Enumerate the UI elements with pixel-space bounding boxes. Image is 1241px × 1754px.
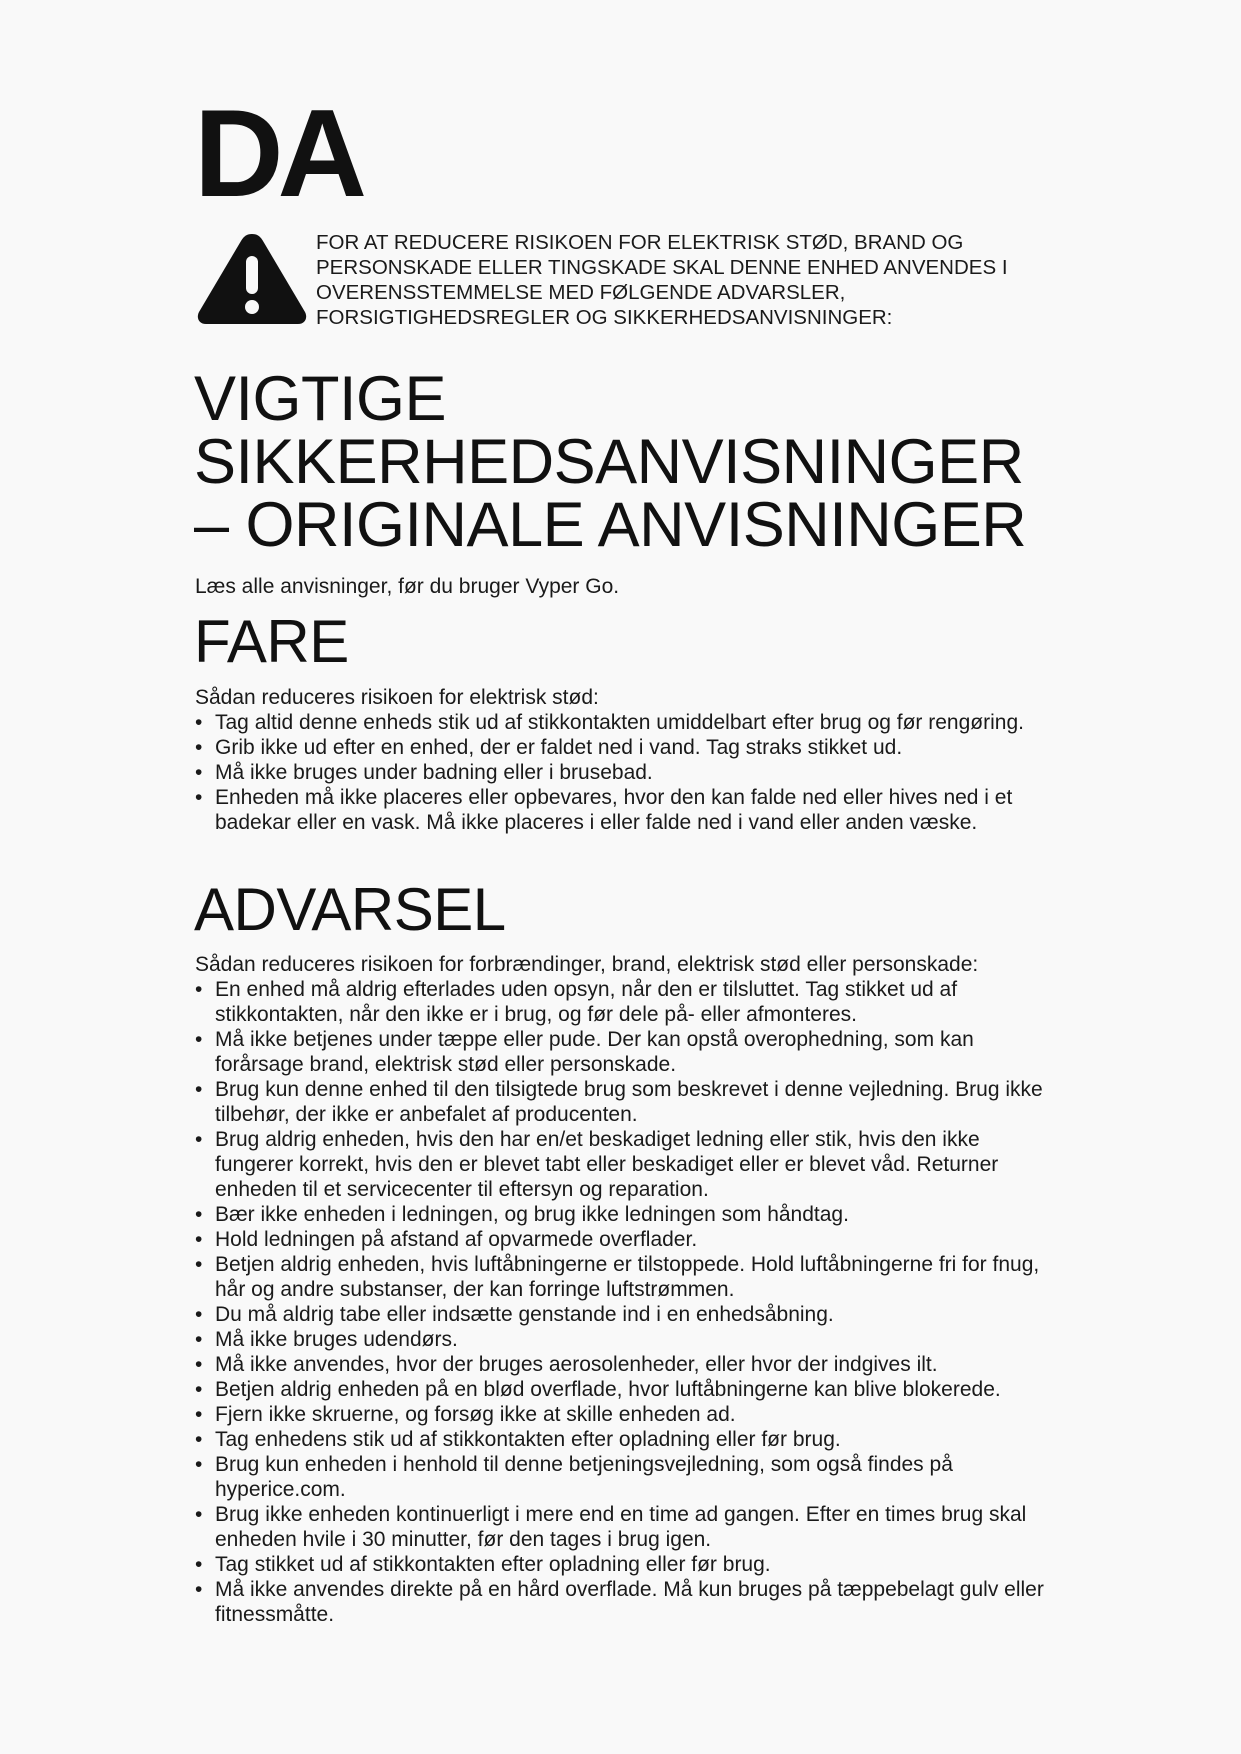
warning-triangle-icon xyxy=(195,230,309,326)
list-item: • Brug kun enheden i henhold til denne betjeningsvejledning, som også findes på hyperice.com. xyxy=(195,1452,1045,1502)
fare-list xyxy=(195,710,1045,835)
list-item: • Betjen aldrig enheden på en blød overflade, hvor luftåbningerne kan blive blokerede. xyxy=(195,1377,1045,1402)
list-item: • Må ikke betjenes under tæppe eller pude. Der kan opstå overophedning, som kan forårsage brand, elektrisk stød eller personskade. xyxy=(195,1027,1045,1077)
list-item: • Bær ikke enheden i ledningen, og brug ikke ledningen som håndtag. xyxy=(195,1202,1045,1227)
title-line: VIGTIGE xyxy=(194,364,447,434)
list-item: • Grib ikke ud efter en enhed, der er faldet ned i vand. Tag straks stikket ud. xyxy=(195,735,1045,760)
advarsel-heading: ADVARSEL xyxy=(194,876,506,943)
list-item: • Tag stikket ud af stikkontakten efter opladning eller før brug. xyxy=(195,1552,1045,1577)
warning-notice-text: FOR AT REDUCERE RISIKOEN FOR ELEKTRISK STØD, BRAND OG PERSONSKADE ELLER TINGSKADE SKAL DENNE ENHED ANVENDES I OVERENSSTEMMELSE MED FØLGENDE ADVARSLER, FORSIGTIGHEDSREGLER OG SIKKERHEDSANVISNINGER: xyxy=(316,231,1008,329)
intro-text: Læs alle anvisninger, før du bruger Vyper Go. xyxy=(195,575,620,598)
list-item: • Hold ledningen på afstand af opvarmede overflader. xyxy=(195,1227,1045,1252)
list-item: • Brug kun denne enhed til den tilsigtede brug som beskrevet i denne vejledning. Brug ikke tilbehør, der ikke er anbefalet af producenten. xyxy=(195,1077,1045,1127)
list-item: • Brug aldrig enheden, hvis den har en/et beskadiget ledning eller stik, hvis den ikke fungerer korrekt, hvis den er blevet tabt eller beskadiget eller er blevet våd. Returner enheden til et servicecenter til eftersyn og reparation. xyxy=(195,1127,1045,1202)
list-item: • Enheden må ikke placeres eller opbevares, hvor den kan falde ned eller hives ned i et badekar eller en vask. Må ikke placeres i eller falde ned i vand eller anden væske. xyxy=(195,785,1045,835)
list-item: • Må ikke bruges udendørs. xyxy=(195,1327,1045,1352)
advarsel-list xyxy=(195,977,1045,1627)
list-item: • Du må aldrig tabe eller indsætte genstande ind i en enhedsåbning. xyxy=(195,1302,1045,1327)
advarsel-lead: Sådan reduceres risikoen for forbrændinger, brand, elektrisk stød eller personskade: xyxy=(195,953,979,976)
fare-heading: FARE xyxy=(194,608,349,675)
list-item: • Må ikke bruges under badning eller i brusebad. xyxy=(195,760,1045,785)
list-item: • En enhed må aldrig efterlades uden opsyn, når den er tilsluttet. Tag stikket ud af stikkontakten, når den ikke er i brug, og før dele på- eller afmonteres. xyxy=(195,977,1045,1027)
title-line: SIKKERHEDSANVISNINGER xyxy=(194,427,1024,497)
list-item: • Betjen aldrig enheden, hvis luftåbningerne er tilstoppede. Hold luftåbningerne fri for fnug, hår og andre substanser, der kan forringe luftstrømmen. xyxy=(195,1252,1045,1302)
list-item: • Brug ikke enheden kontinuerligt i mere end en time ad gangen. Efter en times brug skal enheden hvile i 30 minutter, før den tages i brug igen. xyxy=(195,1502,1045,1552)
language-code: DA xyxy=(194,85,362,223)
document-title xyxy=(194,364,1094,560)
fare-lead: Sådan reduceres risikoen for elektrisk stød: xyxy=(195,686,599,709)
list-item: • Må ikke anvendes, hvor der bruges aerosolenheder, eller hvor der indgives ilt. xyxy=(195,1352,1045,1377)
list-item: • Tag enhedens stik ud af stikkontakten efter opladning eller før brug. xyxy=(195,1427,1045,1452)
list-item: • Må ikke anvendes direkte på en hård overflade. Må kun bruges på tæppebelagt gulv eller fitnessmåtte. xyxy=(195,1577,1045,1627)
title-line: – ORIGINALE ANVISNINGER xyxy=(194,490,1027,560)
list-item: • Tag altid denne enheds stik ud af stikkontakten umiddelbart efter brug og før rengøring. xyxy=(195,710,1045,735)
list-item: • Fjern ikke skruerne, og forsøg ikke at skille enheden ad. xyxy=(195,1402,1045,1427)
